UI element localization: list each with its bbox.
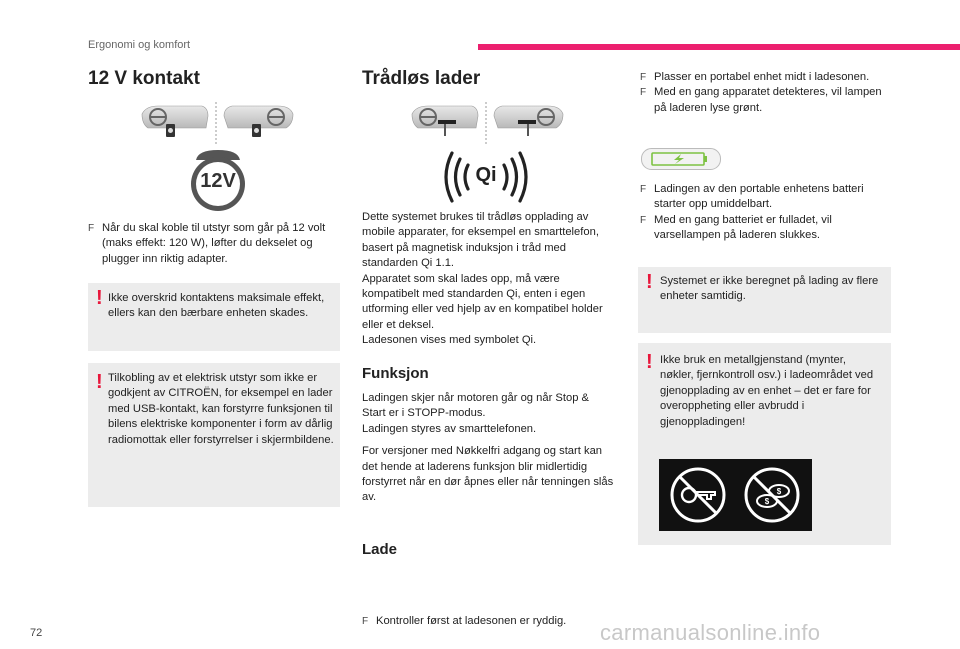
warning-box-metal-objects: ! Ikke bruk en metallgjenstand (mynter, nøkler, fjernkontroll osv.) i ladeområdet ved gjenopplading av en enhet – det er fare for overoppheting eller avbrudd i gjenoppladingen! $ $ [638, 343, 891, 545]
socket-label: 12V [200, 170, 236, 192]
warning-icon: ! [646, 271, 653, 293]
bullet-marker: F [362, 616, 369, 628]
section-title-12v: 12 V kontakt [88, 68, 200, 89]
section-title-lade: Lade [362, 541, 398, 558]
warning-icon: ! [96, 371, 103, 393]
bullet-marker: F [640, 184, 647, 195]
bullet-lade-clear-zone: F Kontroller først at ladesonen er ryddig. [362, 614, 626, 629]
col3-bullets-top [640, 70, 890, 116]
bullet-device-detected: F Med en gang apparatet detekteres, vil lampen på laderen lyse grønt. [640, 86, 882, 114]
warning-box-multiple-devices: ! Systemet er ikke beregnet på lading av flere enheter samtidig. [638, 267, 891, 333]
bullet-place-device: F Plasser en portabel enhet midt i ladesonen. [640, 70, 890, 85]
bullet-marker: F [640, 72, 647, 83]
section-title-wireless-charger: Trådløs lader [362, 68, 481, 89]
socket-icon [182, 148, 254, 212]
funksjon-text: Ladingen skjer når motoren går og når Stop & Start er i STOPP-modus. Ladingen styres av smarttelefonen. For versjoner med Nøkkelfri adgang og start kan det hende at laderens funksjon blir midlertidig forstyrret når en dør åpnes eller når tenningen slås av. [362, 392, 614, 504]
bullet-marker: F [640, 214, 647, 226]
dashboard-location-charger-icon [410, 102, 565, 144]
col3-bullets-mid [640, 182, 890, 244]
section-header: Ergonomi og komfort [88, 39, 191, 51]
svg-text:$: $ [764, 497, 770, 506]
section-title-funksjon: Funksjon [362, 365, 429, 382]
svg-text:$: $ [776, 487, 782, 496]
page-number: 72 [30, 627, 43, 639]
qi-wireless-icon [438, 150, 534, 204]
dashboard-location-12v-icon [140, 102, 295, 144]
warning-icon: ! [96, 287, 103, 309]
watermark: carmanualsonline.info [600, 620, 821, 645]
warning-box-unapproved-equipment: ! Tilkobling av et elektrisk utstyr som ikke er godkjent av CITROËN, for eksempel en lader med USB-kontakt, kan forstyrre funksjonen til bilens elektriske komponenter i form av dårlig radiomottak eller forstyrrelser i skjermbildene. [88, 363, 340, 507]
bullet-12v-connect: F Når du skal koble til utstyr som går på 12 volt (maks effekt: 120 W), løfter du dekselet og plugger inn riktig adapter. [88, 222, 326, 265]
bullet-fully-charged: F Med en gang batteriet er fulladet, vil varsellampen på laderen slukkes. [640, 213, 832, 242]
battery-charging-icon [641, 148, 721, 170]
warning-icon: ! [646, 351, 653, 373]
bullet-charging-starts: F Ladingen av den portable enhetens batteri starter opp umiddelbart. [640, 183, 864, 211]
qi-label: Qi [475, 164, 497, 186]
wireless-charger-intro: Dette systemet brukes til trådløs opplading av mobile apparater, for eksempel en smarttelefon, basert på magnetisk induksjon i tråd med standarden Qi 1.1. Apparatet som skal lades opp, må være kompatibelt med standarden Qi, enten i egen utforming eller ved hjelp av en kompatibel holder eller et deksel. Ladesonen vises med symbolet Qi. [362, 211, 603, 347]
bullet-marker: F [640, 87, 647, 99]
header-accent-bar [478, 44, 960, 50]
prohibited-metal-objects-image [659, 459, 812, 531]
bullet-marker: F [88, 223, 95, 234]
warning-box-max-power: ! Ikke overskrid kontaktens maksimale effekt, ellers kan den bærbare enheten skades. [88, 283, 340, 351]
